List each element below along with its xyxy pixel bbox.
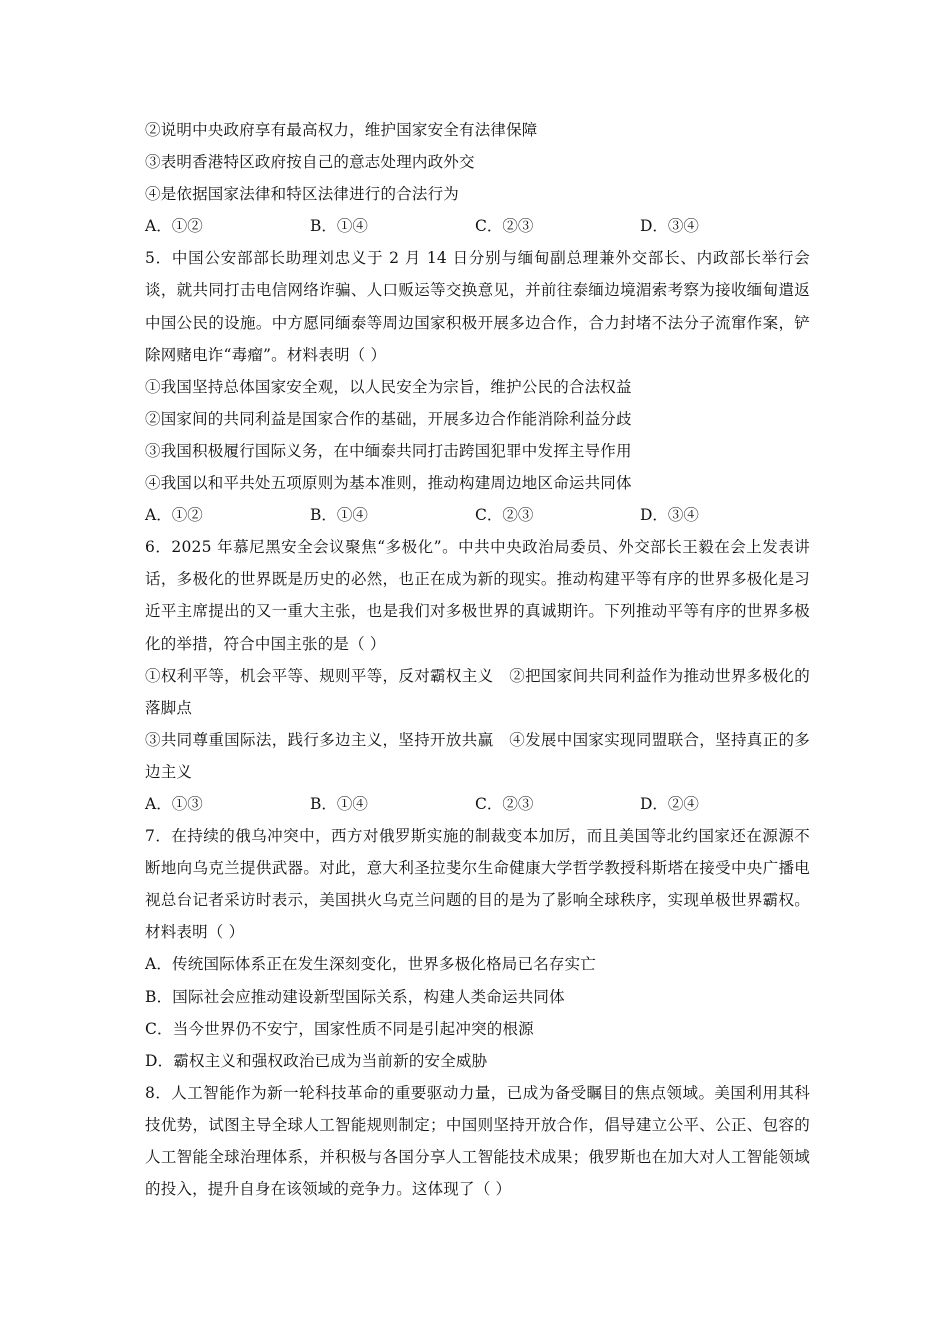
q6-options-3-4: ③共同尊重国际法，践行多边主义，坚持开放共赢 ④发展中国家实现同盟联合，坚持真正的多边主义 [145,730,810,781]
q7-option-a[interactable]: A．传统国际体系正在发生深刻变化，世界多极化格局已名存实亡 [145,955,596,974]
q4-choice-a[interactable]: A．①② [145,217,203,236]
q5-option-4: ④我国以和平共处五项原则为基本准则，推动构建周边地区命运共同体 [145,474,632,493]
q5-answer-choices [145,499,810,531]
q4-choice-b[interactable]: B．①④ [310,217,368,236]
q4-choice-c[interactable]: C．②③ [475,217,534,236]
q6-answer-choices [145,788,810,820]
q5-choice-b[interactable]: B．①④ [310,506,368,525]
q4-answer-choices [145,210,810,242]
q6-choice-c[interactable]: C．②③ [475,794,534,813]
q6-choice-b[interactable]: B．①④ [310,794,368,813]
q7-option-d[interactable]: D．霸权主义和强权政治已成为当前新的安全威胁 [145,1051,488,1070]
q4-option-3: ③表明香港特区政府按自己的意志处理内政外交 [145,153,475,172]
q8-stem: 8．人工智能作为新一轮科技革命的重要驱动力量，已成为备受瞩目的焦点领域。美国利用其科技优势，试图主导全球人工智能规则制定；中国则坚持开放合作，倡导建立公平、公正、包容的人工智能全球治理体系，并积极与各国分享人工智能技术成果；俄罗斯也在加大对人工智能领域的投入，提升自身在该领域的竞争力。这体现了（ ） [145,1083,810,1199]
q5-choice-a[interactable]: A．①② [145,506,203,525]
q7-stem: 7．在持续的俄乌冲突中，西方对俄罗斯实施的制裁变本加厉，而且美国等北约国家还在源源不断地向乌克兰提供武器。对此，意大利圣拉斐尔生命健康大学哲学教授科斯塔在接受中央广播电视总台记者采访时表示，美国拱火乌克兰问题的目的是为了影响全球秩序，实现单极世界霸权。材料表明（ ） [145,827,810,942]
q5-choice-c[interactable]: C．②③ [475,506,534,525]
q6-choice-d[interactable]: D．②④ [640,794,699,813]
q6-stem: 6．2025 年慕尼黑安全会议聚焦“多极化”。中共中央政治局委员、外交部长王毅在会上发表讲话，多极化的世界既是历史的必然，也正在成为新的现实。推动构建平等有序的世界多极化是习近平主席提出的又一重大主张，也是我们对多极世界的真诚期许。下列推动平等有序的世界多极化的举措，符合中国主张的是（ ） [145,538,810,653]
q5-stem: 5．中国公安部部长助理刘忠义于 2 月 14 日分别与缅甸副总理兼外交部长、内政部长举行会谈，就共同打击电信网络诈骗、人口贩运等交换意见，并前往泰缅边境湄索考察为接收缅甸遣返中国公民的设施。中方愿同缅泰等周边国家积极开展多边合作，合力封堵不法分子流窜作案，铲除网赌电诈“毒瘤”。材料表明（ ） [145,249,810,364]
q5-option-1: ①我国坚持总体国家安全观，以人民安全为宗旨，维护公民的合法权益 [145,377,632,396]
q4-option-4: ④是依据国家法律和特区法律进行的合法行为 [145,185,460,204]
q5-choice-d[interactable]: D．③④ [640,506,699,525]
q4-option-2: ②说明中央政府享有最高权力，维护国家安全有法律保障 [145,121,538,139]
q6-options-1-2: ①权利平等，机会平等、规则平等，反对霸权主义 ②把国家间共同利益作为推动世界多极化的落脚点 [145,666,810,717]
q5-option-2: ②国家间的共同利益是国家合作的基础，开展多边合作能消除利益分歧 [145,409,632,428]
q6-choice-a[interactable]: A．①③ [145,794,203,813]
q5-option-3: ③我国积极履行国际义务，在中缅泰共同打击跨国犯罪中发挥主导作用 [145,441,632,460]
q7-option-c[interactable]: C．当今世界仍不安宁，国家性质不同是引起冲突的根源 [145,1019,534,1038]
q7-option-b[interactable]: B．国际社会应推动建设新型国际关系，构建人类命运共同体 [145,987,565,1006]
q4-choice-d[interactable]: D．③④ [640,217,699,236]
exam-page [145,114,810,1205]
